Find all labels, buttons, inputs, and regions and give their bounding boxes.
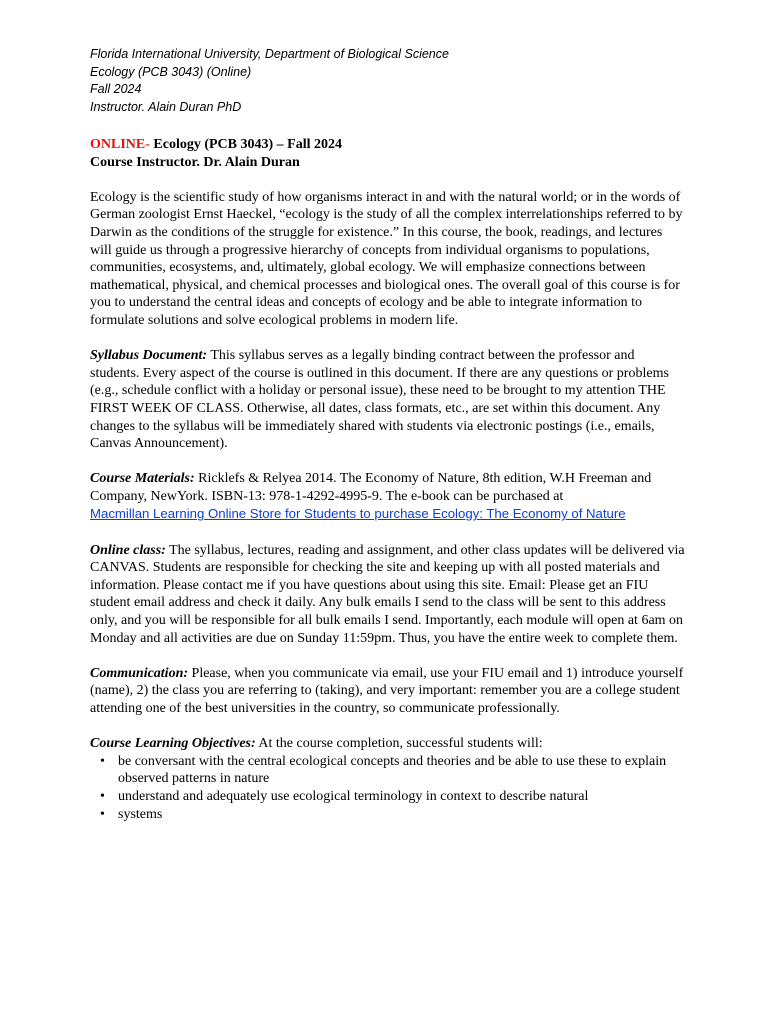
- objectives-list: [90, 753, 686, 823]
- intro-paragraph: Ecology is the scientific study of how organisms interact in and with the natural world; or in the words of German zoologist Ernst Haeckel, “ecology is the study of all the complex interrelationships referred to by Darwin as the conditions of the struggle for existence.” In this course, the book, readings, and lectures will guide us through a progressive hierarchy of concepts from individual organisms to populations, communities, ecosystems, and, ultimately, global ecology. We will emphasize connections between mathematical, physical, and chemical processes and biological ones. The overall goal of this course is for you to understand the central ideas and concepts of ecology and be able to integrate information to formulate solutions and solve ecological problems in modern life.: [90, 189, 683, 328]
- syllabus-heading: Syllabus Document:: [90, 348, 208, 364]
- macmillan-store-link[interactable]: Macmillan Learning Online Store for Students to purchase Ecology: The Economy of Nature: [90, 506, 626, 522]
- online-class-section: [90, 542, 686, 648]
- course-title-text: Ecology (PCB 3043) – Fall 2024: [149, 137, 343, 152]
- syllabus-section: [90, 347, 686, 453]
- online-class-heading: Online class:: [90, 542, 166, 558]
- list-item: • systems: [118, 806, 686, 824]
- objectives-text: At the course completion, successful students will:: [255, 736, 543, 752]
- materials-section: [90, 470, 686, 524]
- objectives-heading: Course Learning Objectives:: [90, 736, 256, 752]
- syllabus-text: This syllabus serves as a legally binding contract between the professor and students. Every aspect of the course is outlined in this document. If there are any questions or problems (e.g., schedule conflict with a holiday or personal issue), these need to be brought to my attention THE FIRST WEEK OF CLASS. Otherwise, all dates, class formats, etc., are set within this document. Any changes to the syllabus will be immediately shared with students via electronic postings (i.e., emails, Canvas Announcement).: [90, 348, 669, 452]
- communication-heading: Communication:: [90, 665, 189, 681]
- header-course: Ecology (PCB 3043) (Online): [90, 64, 252, 79]
- communication-section: [90, 665, 686, 718]
- list-item: • be conversant with the central ecological concepts and theories and be able to use these to explain observed patterns in nature: [118, 753, 686, 788]
- materials-heading: Course Materials:: [90, 471, 195, 487]
- materials-text: Ricklefs & Relyea 2014. The Economy of Nature, 8th edition, W.H Freeman and Company, NewYork. ISBN-13: 978-1-4292-4995-9. The e-book can be purchased at: [90, 471, 652, 504]
- communication-text: Please, when you communicate via email, use your FIU email and 1) introduce yourself (name), 2) the class you are referring to (taking), and very important: remember you are a college student attending one of the best universities in the country, so communicate professionally.: [90, 665, 684, 716]
- objectives-section: [90, 735, 686, 823]
- online-class-text: The syllabus, lectures, reading and assignment, and other class updates will be delivered via CANVAS. Students are responsible for checking the site and keeping up with all posted materials and information. Please contact me if you have questions about using this site. Email: Please get an FIU student email address and check it daily. Any bulk emails I send to the class will be sent to this address only, and you will be responsible for all bulk emails I send. Importantly, each module will open at 6am on Monday and all activities are due on Sunday 11:59pm. Thus, you have the entire week to complete them.: [90, 542, 685, 646]
- objectives-intro: [90, 735, 686, 753]
- list-item: • understand and adequately use ecological terminology in context to describe natural: [118, 788, 686, 806]
- header-university: Florida International University, Department of Biological Science: [90, 47, 449, 61]
- document-body: [90, 136, 686, 823]
- document-header: [90, 46, 449, 116]
- header-instructor: Instructor. Alain Duran PhD: [90, 99, 242, 114]
- course-title-block: [90, 136, 686, 171]
- course-title: [90, 136, 686, 154]
- course-instructor: Course Instructor. Dr. Alain Duran: [90, 154, 300, 170]
- header-term: Fall 2024: [90, 82, 142, 96]
- online-tag: ONLINE-: [90, 137, 150, 152]
